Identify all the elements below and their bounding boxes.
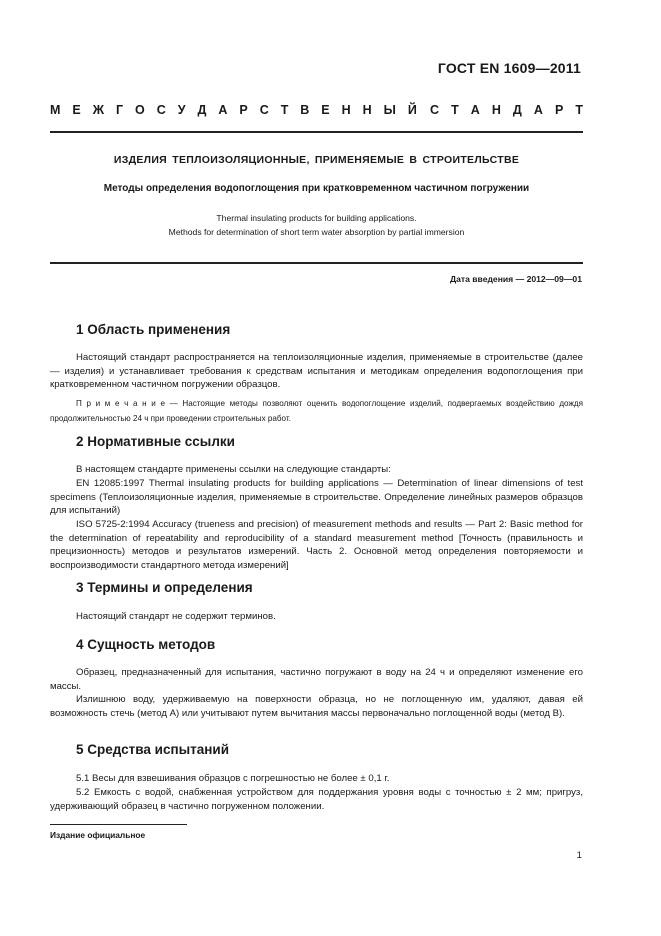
letter: Й: [407, 103, 417, 117]
letter: Д: [512, 103, 522, 117]
letter: О: [135, 103, 145, 117]
standard-type-heading: [50, 103, 583, 117]
letter: В: [300, 103, 310, 117]
section-heading-methods-essence: 4 Сущность методов: [76, 637, 216, 652]
letter: С: [156, 103, 166, 117]
note-text: Настоящие методы позволяют оценить водопоглощение изделий, подвергаемых воздействию дождя продолжительностью 24 ч при проведении строительных работ.: [50, 399, 583, 423]
paragraph: [50, 463, 583, 477]
letter: Н: [341, 103, 351, 117]
letter: Н: [362, 103, 372, 117]
letter: М: [50, 103, 61, 117]
standard-type-word-standard: [430, 103, 583, 117]
paragraph-text: 5.2 Емкость с водой, снабженная устройством для поддержания уровня воды с точностью ± 2 мм; пригруз, удерживающий образец в частично погруженном положении.: [50, 787, 583, 812]
reference-iso-5725-2: [50, 518, 583, 572]
section-heading-scope: 1 Область применения: [76, 322, 231, 337]
note: [50, 397, 583, 426]
page-number: 1: [576, 850, 582, 861]
document-subtitle: Методы определения водопоглощения при кратковременном частичном погружении: [103, 183, 530, 194]
introduction-date: Дата введения — 2012—09—01: [449, 274, 582, 284]
letter: Т: [280, 103, 289, 117]
paragraph: [50, 666, 583, 693]
paragraph-text: Излишнюю воду, удерживаемую на поверхности образца, но не поглощенную им, удаляют, давая ей возможность стечь (метод А) или учитывают путем вычитания массы первоначально поглощенной воды (метод В).: [50, 694, 583, 719]
paragraph: [50, 351, 583, 392]
paragraph: [50, 610, 583, 624]
letter: Р: [239, 103, 248, 117]
paragraph: [50, 693, 583, 720]
letter: А: [218, 103, 228, 117]
paragraph-text: Настоящий стандарт распространяется на теплоизоляционные изделия, применяемые в строительстве (далее — изделия) и устанавливает требования к средствам испытания и методикам определения водопоглощения при кратковременном частичном погружении образцов.: [50, 352, 583, 391]
letter: Е: [321, 103, 330, 117]
paragraph-text: В настоящем стандарте применены ссылки на следующие стандарты:: [76, 464, 391, 475]
letter: Т: [451, 103, 459, 117]
section-heading-test-equipment: 5 Средства испытаний: [76, 742, 230, 757]
letter: С: [259, 103, 269, 117]
clause-5-2: [50, 786, 583, 813]
letter: Ж: [92, 103, 105, 117]
clause-5-1: [50, 772, 583, 786]
letter: Р: [554, 103, 564, 117]
english-title-line: Methods for determination of short term water absorption by partial immersion: [168, 227, 465, 237]
footer-divider: [50, 824, 187, 825]
english-title: [50, 211, 583, 239]
letter: А: [470, 103, 480, 117]
section-heading-normative-references: 2 Нормативные ссылки: [76, 434, 235, 449]
paragraph-text: Образец, предназначенный для испытания, частично погружают в воду на 24 ч и определяют изменение его массы.: [50, 667, 583, 692]
letter: Ы: [383, 103, 396, 117]
letter: С: [430, 103, 440, 117]
letter: Д: [197, 103, 207, 117]
document-code: ГОСТ EN 1609—2011: [437, 60, 581, 76]
paragraph-text: Настоящий стандарт не содержит терминов.: [76, 611, 276, 622]
english-title-line: Thermal insulating products for building applications.: [216, 213, 417, 223]
paragraph-text: EN 12085:1997 Thermal insulating products for building applications — Determination of linear dimensions of test specimens (Теплоизоляционные изделия, применяемые в строительстве. Определение линейных размеров образцов для испытаний): [50, 478, 583, 517]
document-title: ИЗДЕЛИЯ ТЕПЛОИЗОЛЯЦИОННЫЕ, ПРИМЕНЯЕМЫЕ В СТРОИТЕЛЬСТВЕ: [113, 154, 520, 166]
paragraph-text: 5.1 Весы для взвешивания образцов с погрешностью не более ± 0,1 г.: [76, 773, 390, 784]
letter: Е: [72, 103, 81, 117]
paragraph-text: ISO 5725-2:1994 Accuracy (trueness and precision) of measurement methods and results — Part 2: Basic method for the determination of repeatability and reproducibility of a standard measurement method [Точность (правильность и прецизионность) методов и результатов измерений. Часть 2. Основной метод определения повторяемости и воспроизводимости стандартного метода измерений]: [50, 519, 583, 571]
letter: Н: [491, 103, 501, 117]
note-label: П р и м е ч а н и е —: [76, 399, 178, 408]
letter: Г: [115, 103, 124, 117]
title-divider: [50, 262, 583, 264]
top-divider: [50, 131, 583, 133]
reference-en-12085: [50, 477, 583, 518]
letter: Т: [575, 103, 583, 117]
letter: А: [533, 103, 543, 117]
section-heading-terms: 3 Термины и определения: [76, 580, 253, 595]
letter: У: [177, 103, 186, 117]
standard-type-word-interstate: [50, 103, 417, 117]
official-edition-label: Издание официальное: [50, 830, 146, 840]
